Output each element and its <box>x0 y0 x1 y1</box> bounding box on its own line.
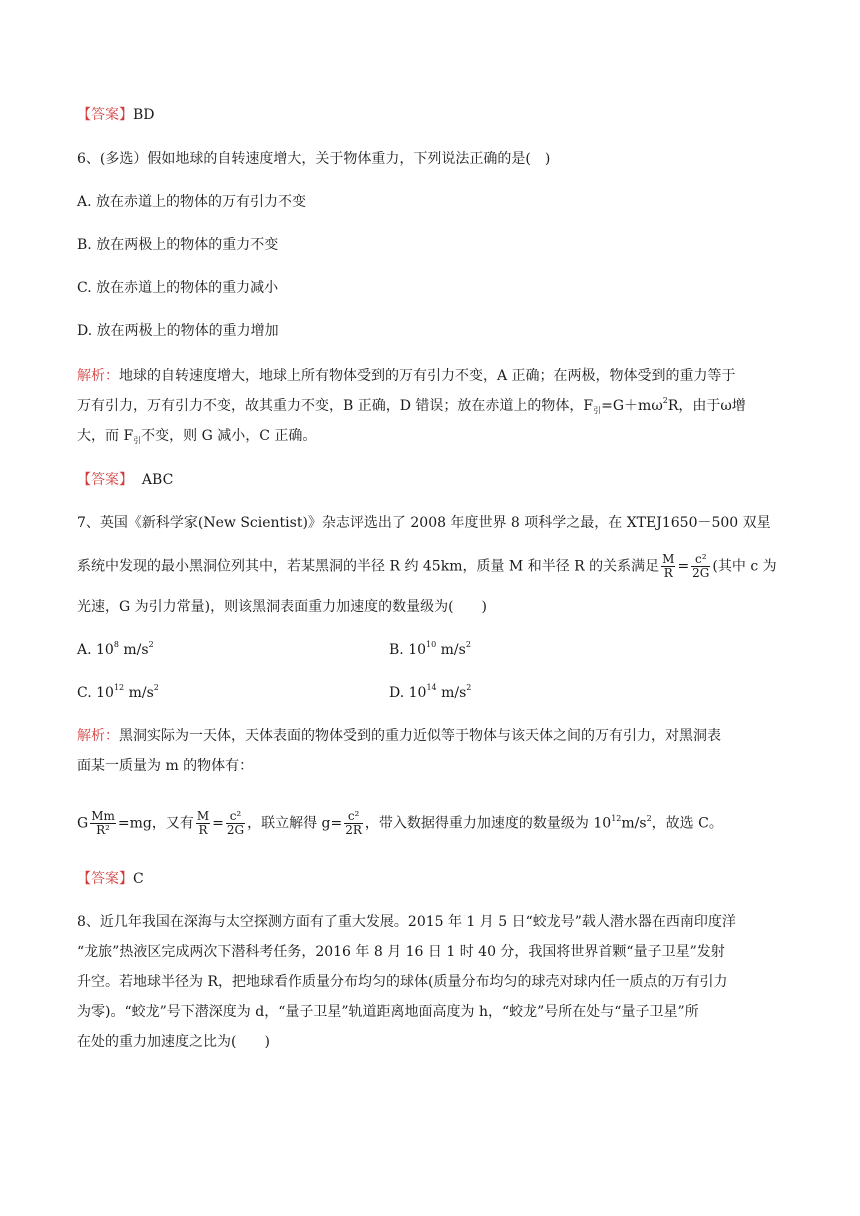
answer-label: 【答案】 <box>77 871 133 887</box>
stem-text: 系统中发现的最小黑洞位列其中，若某黑洞的半径 R 约 45km，质量 M 和半径 R 的关系满足 <box>77 558 660 575</box>
numerator: c² <box>226 810 245 824</box>
denominator: 2G <box>226 823 245 837</box>
q6-analysis-line3 <box>77 426 316 448</box>
q7-stem-line3: 光速，G 为引力常量)，则该黑洞表面重力加速度的数量级为( ) <box>77 599 488 615</box>
numerator: Mm <box>91 809 115 823</box>
q6-stem: 6、(多选）假如地球的自转速度增大，关于物体重力，下列说法正确的是( ) <box>77 151 551 167</box>
subscript: 引 <box>593 406 602 415</box>
exponent: 10 <box>426 640 437 649</box>
exponent: 2 <box>646 813 652 823</box>
analysis-label: 解析： <box>77 728 119 744</box>
q8-stem-line2: “龙旅”热液区完成两次下潜科考任务，2016 年 8 月 16 日 1 时 40 分，我国将世界首颗“量子卫星”发射 <box>77 944 725 960</box>
exponent: 8 <box>113 640 119 649</box>
eq-text: ，带入数据得重力加速度的数量级为 10 <box>364 815 612 832</box>
exponent: 2 <box>466 683 472 692</box>
stem-text: (其中 c 为 <box>712 558 777 575</box>
eq-text: G <box>77 815 89 832</box>
analysis-label: 解析： <box>77 368 119 384</box>
numerator: c² <box>344 810 363 824</box>
q6-analysis-line2 <box>77 396 746 418</box>
answer-label: 【答案】 <box>77 472 133 488</box>
eq-text: =mg，又有 <box>117 815 194 832</box>
numerator: M <box>662 552 675 566</box>
analysis-text: 万有引力，万有引力不变，故其重力不变，B 正确，D 错误；放在赤道上的物体，F <box>77 398 594 414</box>
answer-label: 【答案】 <box>77 107 133 123</box>
eq-text: = <box>212 815 224 832</box>
answer-value: ABC <box>141 472 174 488</box>
exponent: 12 <box>611 813 622 823</box>
q7-analysis-line1 <box>77 726 721 746</box>
answer-value: BD <box>133 107 155 123</box>
analysis-text: 大，而 F <box>77 428 134 444</box>
option-text: C. 10 <box>77 685 114 701</box>
analysis-text: =G＋mω <box>601 398 663 414</box>
q7-answer <box>77 869 144 889</box>
unit: m/s <box>124 685 154 701</box>
q6-answer <box>77 470 173 490</box>
option-text: A. 10 <box>77 642 114 658</box>
denominator: 2G <box>692 566 710 580</box>
exponent: 2 <box>465 640 471 649</box>
q8-stem-line3: 升空。若地球半径为 R，把地球看作质量分布均匀的球体(质量分布均匀的球壳对球内任一质点的万有引力 <box>77 974 728 990</box>
exponent: 14 <box>426 683 437 692</box>
exponent: 2 <box>153 683 159 692</box>
numerator: M <box>196 809 210 823</box>
q8-stem-line5: 在处的重力加速度之比为( ) <box>77 1034 270 1050</box>
fraction-c2-over-2r <box>344 810 363 837</box>
denominator: R <box>198 823 208 837</box>
fraction-m-over-r <box>661 553 675 580</box>
eq-text: ，故选 C。 <box>651 815 723 832</box>
option-text: D. 10 <box>389 685 427 701</box>
analysis-text: R，由于ω增 <box>667 398 746 414</box>
fraction-mm-over-r2 <box>90 810 116 837</box>
superscript: 2 <box>662 396 668 405</box>
analysis-text: 黑洞实际为一天体，天体表面的物体受到的重力近似等于物体与该天体之间的万有引力，对黑洞表 <box>119 728 721 744</box>
q7-option-b <box>389 640 471 662</box>
denominator: R <box>663 566 673 580</box>
q7-equation-line <box>77 810 723 837</box>
eq-text: m/s <box>621 815 647 832</box>
q7-option-d <box>389 683 471 705</box>
denominator: R² <box>96 823 110 837</box>
numerator: c² <box>691 553 710 567</box>
exponent: 12 <box>113 683 125 692</box>
q6-option-b: B. 放在两极上的物体的重力不变 <box>77 237 279 253</box>
unit: m/s <box>436 685 467 701</box>
q7-analysis-line2: 面某一质量为 m 的物体有： <box>77 758 254 774</box>
q7-stem-line2 <box>77 553 777 580</box>
unit: m/s <box>118 642 149 658</box>
q7-option-c <box>77 683 159 705</box>
q7-option-a <box>77 640 154 662</box>
q6-option-d: D. 放在两极上的物体的重力增加 <box>77 323 279 339</box>
q6-analysis-line1 <box>77 366 736 386</box>
q8-stem-line1: 8、近几年我国在深海与太空探测方面有了重大发展。2015 年 1 月 5 日“蛟龙号”载人潜水器在西南印度洋 <box>77 914 736 930</box>
subscript: 引 <box>133 436 142 445</box>
q6-option-a: A. 放在赤道上的物体的万有引力不变 <box>77 194 307 210</box>
q7-stem-line1: 7、英国《新科学家(New Scientist)》杂志评选出了 2008 年度世界 8 项科学之最，在 XTEJ1650－500 双星 <box>77 515 771 531</box>
fraction-c2-over-2g <box>691 553 710 580</box>
option-text: B. 10 <box>389 642 427 658</box>
unit: m/s <box>436 642 466 658</box>
q5-answer <box>77 105 155 125</box>
analysis-text: 不变，则 G 减小，C 正确。 <box>141 428 317 444</box>
q8-stem-line4: 为零)。“蛟龙”号下潜深度为 d，“量子卫星”轨道距离地面高度为 h，“蛟龙”号所在处与“量子卫星”所 <box>77 1004 699 1020</box>
denominator: 2R <box>345 823 362 837</box>
fraction-m-over-r <box>196 810 210 837</box>
fraction-c2-over-2g <box>226 810 245 837</box>
q6-option-c: C. 放在赤道上的物体的重力减小 <box>77 280 279 296</box>
answer-value: C <box>133 871 144 887</box>
equals: = <box>677 558 690 575</box>
analysis-text: 地球的自转速度增大，地球上所有物体受到的万有引力不变，A 正确；在两极，物体受到的重力等于 <box>119 368 736 384</box>
eq-text: ，联立解得 g= <box>247 815 343 832</box>
exponent: 2 <box>148 640 154 649</box>
